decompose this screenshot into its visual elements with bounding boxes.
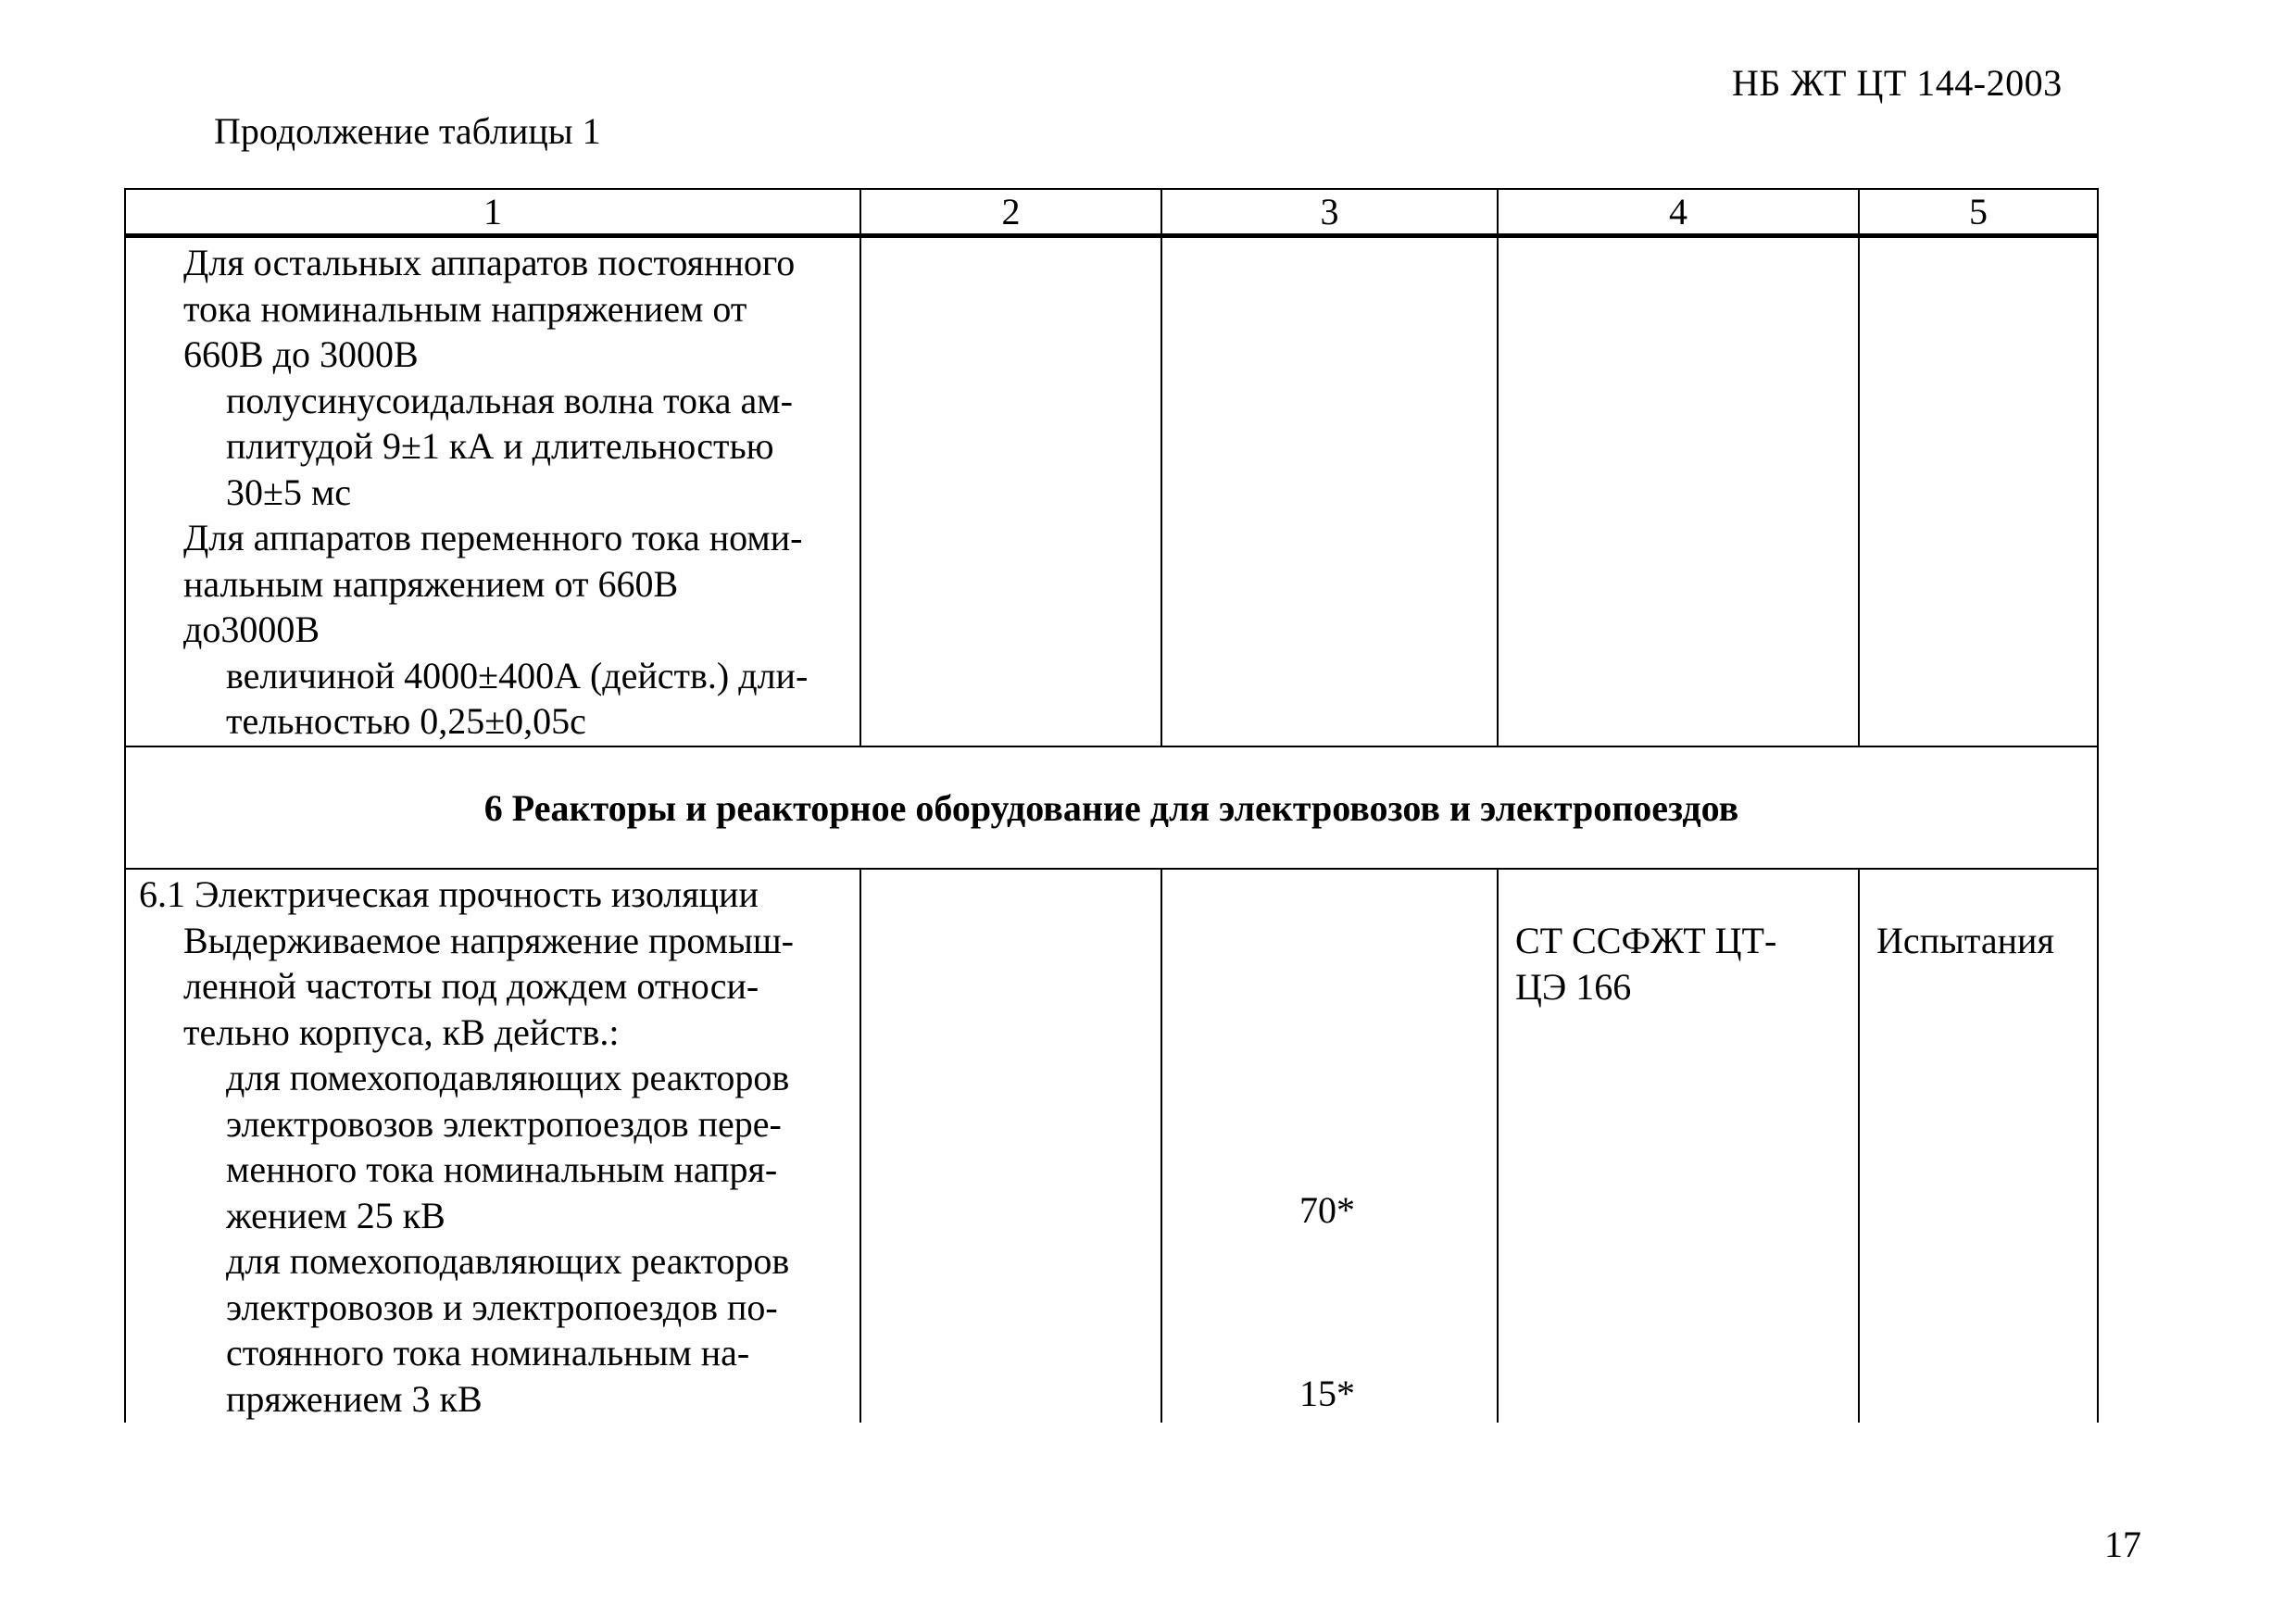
- row-a-col5: [1859, 236, 2098, 747]
- column-number-3: 3: [1161, 189, 1498, 236]
- page-number: 17: [2104, 1524, 2141, 1565]
- description-line: жением 25 кВ: [226, 1194, 445, 1236]
- standards-table: [124, 188, 2099, 1423]
- row-b-description: [125, 869, 860, 1423]
- document-code: НБ ЖТ ЦТ 144-2003: [1732, 62, 2063, 104]
- description-line: тока номинальным напряжением от: [183, 287, 747, 330]
- voltage-value-25kv: 70*: [1299, 1189, 1355, 1231]
- description-line: полусинусоидальная волна тока ам-: [226, 379, 793, 421]
- description-line: стоянного тока номинальным на-: [226, 1332, 750, 1373]
- row-a-description: [125, 236, 860, 747]
- row-b-col3: [1161, 869, 1498, 1423]
- description-line: 660В до 3000В: [183, 333, 419, 375]
- table-continuation-caption: Продолжение таблицы 1: [214, 110, 601, 152]
- description-line: 30±5 мс: [226, 470, 352, 513]
- description-line: тельно корпуса, кВ действ.:: [183, 1010, 620, 1053]
- column-number-4: 4: [1498, 189, 1859, 236]
- description-line: Для аппаратов переменного тока номи-: [183, 517, 803, 558]
- row-b-col5: [1859, 869, 2098, 1423]
- standard-reference-line-1: СТ ССФЖТ ЦТ-: [1515, 920, 1777, 961]
- section-title: 6 Реакторы и реакторное оборудование для электровозов и электропоездов: [125, 746, 2098, 869]
- description-line: тельностью 0,25±0,05с: [226, 700, 586, 742]
- standard-reference-line-2: ЦЭ 166: [1515, 965, 1632, 1008]
- description-line: менного тока номинальным напря-: [226, 1148, 778, 1190]
- section-row: [125, 746, 2098, 869]
- column-number-5: 5: [1859, 189, 2098, 236]
- row-b-col2: [860, 869, 1161, 1423]
- row-a-col2: [860, 236, 1161, 747]
- description-line: 6.1 Электрическая прочность изоляции: [139, 873, 759, 915]
- description-line: для помехоподавляющих реакторов: [226, 1240, 790, 1282]
- row-b-text-block: [126, 870, 859, 1422]
- table-row: [125, 869, 2098, 1423]
- row-a-col4: [1498, 236, 1859, 747]
- row-a-text-block: [126, 238, 859, 745]
- verification-method: Испытания: [1876, 920, 2054, 961]
- description-line: величиной 4000±400А (действ.) дли-: [226, 654, 809, 696]
- row-b-col4: [1498, 869, 1859, 1423]
- voltage-value-3kv: 15*: [1299, 1373, 1355, 1414]
- table-row: [125, 236, 2098, 747]
- description-line: нальным напряжением от 660В: [183, 562, 679, 605]
- description-line: Выдерживаемое напряжение промыш-: [183, 919, 794, 961]
- description-line: Для остальных аппаратов постоянного: [183, 242, 796, 283]
- description-line: ленной частоты под дождем относи-: [183, 965, 759, 1007]
- description-line: плитудой 9±1 кА и длительностью: [226, 425, 774, 467]
- description-line: пряжением 3 кВ: [226, 1377, 483, 1420]
- row-a-col3: [1161, 236, 1498, 747]
- description-line: электровозов и электропоездов по-: [226, 1286, 778, 1328]
- column-number-row: [125, 189, 2098, 236]
- description-line: электровозов электропоездов пере-: [226, 1102, 782, 1145]
- column-number-2: 2: [860, 189, 1161, 236]
- description-line: до3000В: [183, 608, 320, 650]
- column-number-1: 1: [125, 189, 860, 236]
- description-line: для помехоподавляющих реакторов: [226, 1057, 790, 1098]
